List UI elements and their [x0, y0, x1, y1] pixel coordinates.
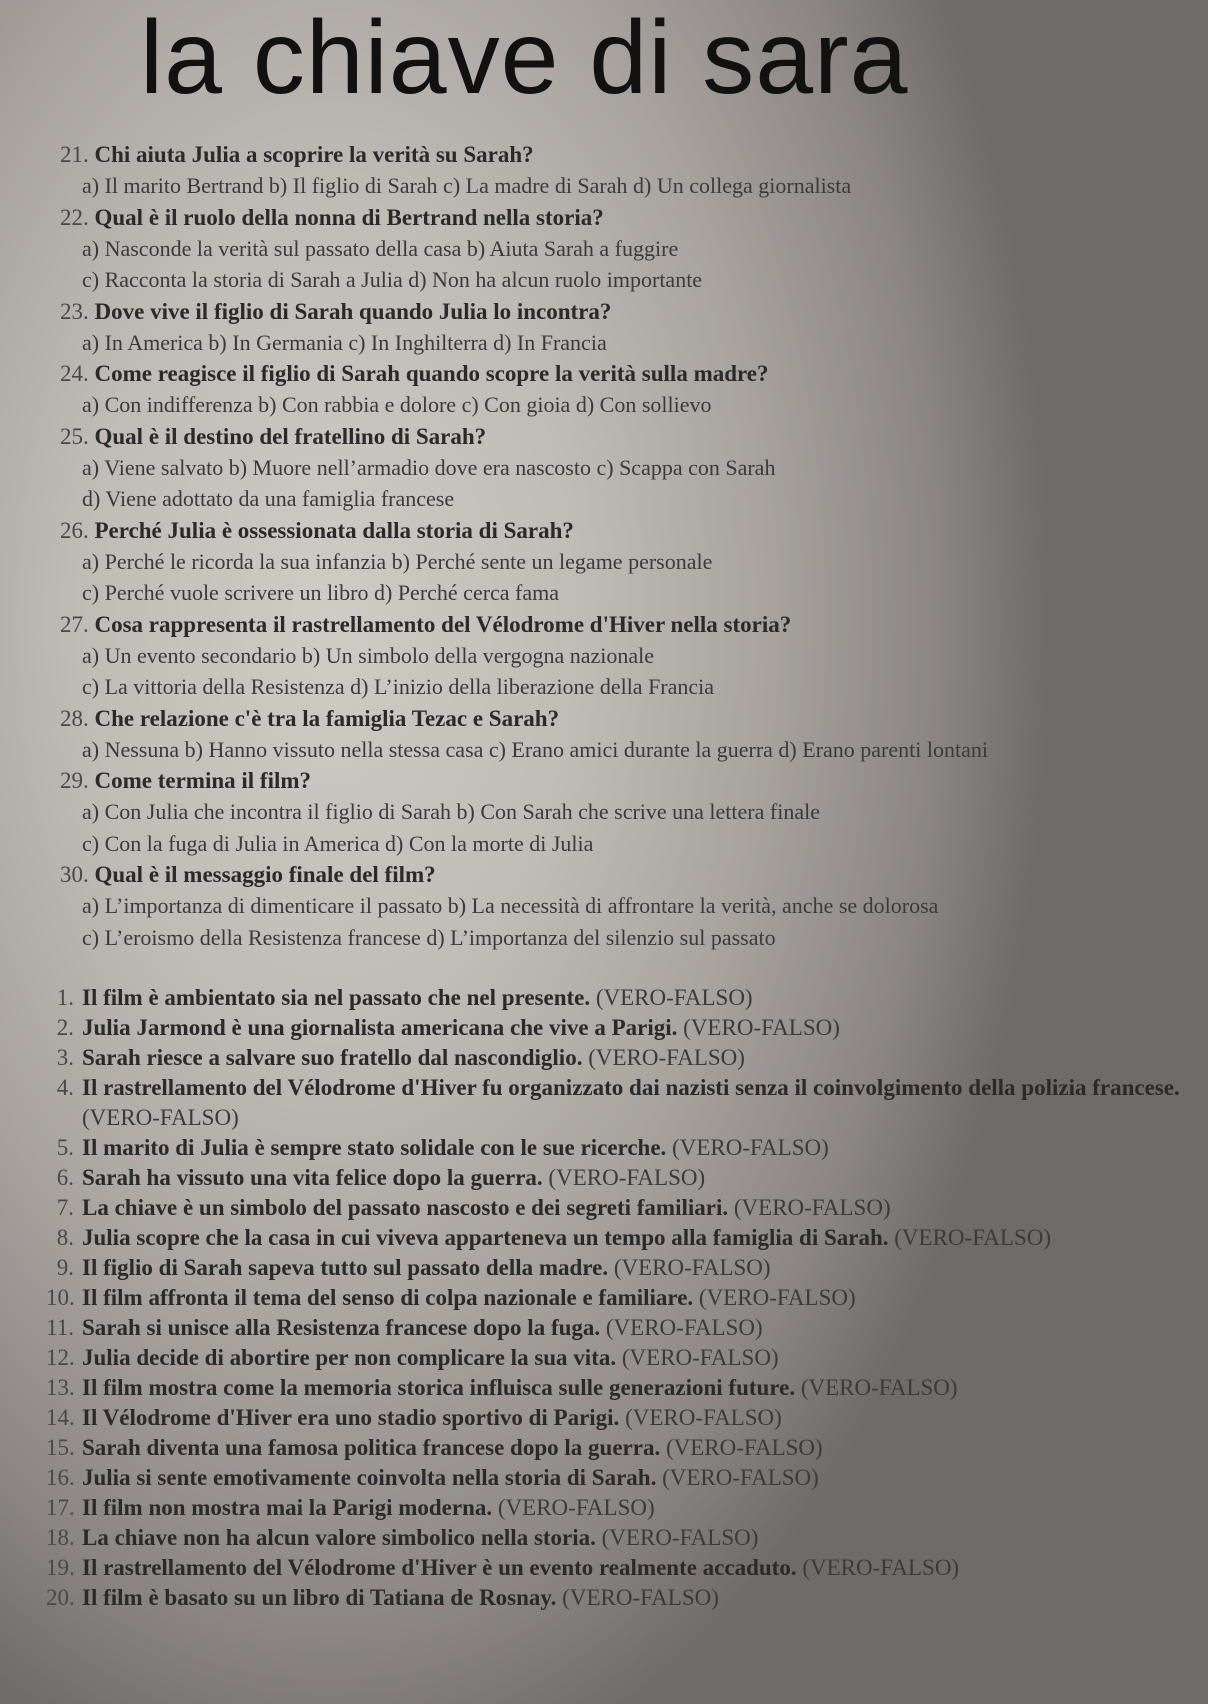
item-statement	[82, 1193, 1196, 1223]
item-number: 12.	[46, 1345, 75, 1370]
question-text: Qual è il destino del fratellino di Sarah?	[94, 423, 487, 449]
item-number: 4.	[56, 1075, 74, 1100]
vero-falso-label: (VERO-FALSO)	[562, 1585, 719, 1610]
item-number: 17.	[46, 1495, 75, 1520]
item-number: 18.	[46, 1525, 75, 1550]
true-false-item	[46, 1163, 1196, 1193]
item-statement	[82, 1253, 1196, 1283]
question	[60, 703, 1200, 734]
statement-text: Julia Jarmond è una giornalista americana che vive a Parigi.	[82, 1015, 678, 1040]
statement-text: Il film è ambientato sia nel passato che nel presente.	[82, 985, 591, 1010]
statement-text: Il marito di Julia è sempre stato solidale con le sue ricerche.	[82, 1135, 667, 1160]
item-statement	[82, 1463, 1196, 1493]
question	[60, 609, 1200, 640]
item-statement	[82, 1373, 1196, 1403]
item-number: 11.	[46, 1315, 74, 1340]
question-options: a) Un evento secondario b) Un simbolo della vergogna nazionale	[82, 642, 655, 668]
true-false-item	[46, 1553, 1196, 1583]
statement-text: Il film è basato su un libro di Tatiana de Rosnay.	[82, 1585, 557, 1610]
vero-falso-label: (VERO-FALSO)	[672, 1135, 829, 1160]
statement-text: Sarah si unisce alla Resistenza francese dopo la fuga.	[82, 1315, 601, 1340]
question-options: a) In America b) In Germania c) In Inghilterra d) In Francia	[82, 329, 607, 355]
vero-falso-label: (VERO-FALSO)	[625, 1405, 782, 1430]
question-options: a) Viene salvato b) Muore nell’armadio dove era nascosto c) Scappa con Sarah	[82, 454, 776, 480]
question	[60, 296, 1200, 327]
statement-text: Il film affronta il tema del senso di colpa nazionale e familiare.	[82, 1285, 694, 1310]
item-number: 8.	[56, 1225, 74, 1250]
vero-falso-label: (VERO-FALSO)	[588, 1045, 745, 1070]
true-false-item	[46, 1133, 1196, 1163]
question	[60, 358, 1200, 389]
item-number: 6.	[56, 1165, 74, 1190]
true-false-item	[46, 1373, 1196, 1403]
question-number: 29.	[60, 768, 89, 793]
item-statement	[82, 1283, 1196, 1313]
question	[60, 515, 1200, 546]
statement-text: Julia decide di abortire per non complicare la sua vita.	[82, 1345, 617, 1370]
question-number: 30.	[60, 862, 89, 887]
statement-text: Sarah ha vissuto una vita felice dopo la guerra.	[82, 1165, 543, 1190]
statement-text: Il rastrellamento del Vélodrome d'Hiver fu organizzato dai nazisti senza il coinvolgimento della polizia francese.	[82, 1075, 1180, 1100]
true-false-item	[46, 983, 1196, 1013]
statement-text: Julia scopre che la casa in cui viveva apparteneva un tempo alla famiglia di Sarah.	[82, 1225, 889, 1250]
true-false-item	[46, 1343, 1196, 1373]
vero-falso-label: (VERO-FALSO)	[800, 1375, 958, 1400]
item-number: 1.	[56, 985, 74, 1010]
question-options: c) L’eroismo della Resistenza francese d) L’importanza del silenzio sul passato	[82, 924, 776, 950]
vero-falso-label: (VERO-FALSO)	[82, 1105, 239, 1130]
item-statement	[82, 1343, 1196, 1373]
question-text: Come reagisce il figlio di Sarah quando scopre la verità sulla madre?	[94, 361, 769, 386]
question-options: a) L’importanza di dimenticare il passato b) La necessità di affrontare la verità, anche se dolorosa	[82, 893, 939, 918]
question	[60, 421, 1200, 452]
question-number: 26.	[60, 517, 89, 543]
statement-text: Il Vélodrome d'Hiver era uno stadio sportivo di Parigi.	[82, 1405, 620, 1430]
question-text: Come termina il film?	[94, 768, 312, 793]
true-false-item	[46, 1253, 1196, 1283]
question-options: a) Con indifferenza b) Con rabbia e dolore c) Con gioia d) Con sollievo	[82, 392, 712, 417]
true-false-item	[46, 1463, 1196, 1493]
vero-falso-label: (VERO-FALSO)	[665, 1435, 823, 1460]
vero-falso-label: (VERO-FALSO)	[621, 1345, 779, 1370]
question	[60, 765, 1200, 796]
question-options: c) Con la fuga di Julia in America d) Con la morte di Julia	[82, 830, 594, 856]
item-statement	[82, 1583, 1196, 1613]
question-number: 22.	[60, 204, 89, 230]
question	[60, 139, 1200, 170]
vero-falso-label: (VERO-FALSO)	[601, 1525, 759, 1550]
vero-falso-label: (VERO-FALSO)	[548, 1165, 706, 1190]
item-statement	[82, 1163, 1196, 1193]
question	[60, 859, 1200, 890]
question-options: c) La vittoria della Resistenza d) L’inizio della liberazione della Francia	[82, 674, 715, 699]
true-false-item	[46, 1433, 1196, 1463]
question-text: Chi aiuta Julia a scoprire la verità su Sarah?	[94, 142, 534, 167]
true-false-item	[46, 1283, 1196, 1313]
vero-falso-label: (VERO-FALSO)	[662, 1465, 819, 1490]
statement-text: Il film non mostra mai la Parigi moderna.	[82, 1495, 493, 1520]
question-options: c) Racconta la storia di Sarah a Julia d) Non ha alcun ruolo importante	[82, 267, 703, 292]
question-options: a) Con Julia che incontra il figlio di Sarah b) Con Sarah che scrive una lettera finale	[82, 799, 820, 824]
question	[60, 202, 1200, 233]
statement-text: Sarah diventa una famosa politica francese dopo la guerra.	[82, 1435, 661, 1460]
statement-text: La chiave è un simbolo del passato nascosto e dei segreti familiari.	[82, 1195, 729, 1220]
statement-text: Il figlio di Sarah sapeva tutto sul passato della madre.	[82, 1255, 609, 1280]
item-statement	[82, 1313, 1196, 1343]
true-false-section	[46, 983, 1196, 1613]
item-number: 9.	[56, 1255, 74, 1280]
question-number: 21.	[60, 142, 89, 167]
question-options: a) Nessuna b) Hanno vissuto nella stessa casa c) Erano amici durante la guerra d) Erano parenti lontani	[82, 736, 988, 762]
item-number: 16.	[46, 1465, 75, 1490]
true-false-item	[46, 1013, 1196, 1043]
item-number: 2.	[56, 1015, 74, 1040]
question-text: Perché Julia è ossessionata dalla storia di Sarah?	[94, 517, 574, 543]
item-number: 14.	[46, 1405, 75, 1430]
question-text: Cosa rappresenta il rastrellamento del Vélodrome d'Hiver nella storia?	[94, 611, 792, 637]
true-false-item	[46, 1523, 1196, 1553]
item-number: 19.	[46, 1555, 75, 1580]
true-false-item	[46, 1403, 1196, 1433]
question-options: a) Perché le ricorda la sua infanzia b) Perché sente un legame personale	[82, 548, 713, 574]
vero-falso-label: (VERO-FALSO)	[802, 1555, 960, 1580]
vero-falso-label: (VERO-FALSO)	[497, 1495, 655, 1520]
question-number: 23.	[60, 298, 89, 324]
item-statement	[82, 1223, 1196, 1253]
multiple-choice-section	[60, 139, 1200, 953]
item-number: 5.	[56, 1135, 74, 1160]
item-statement	[82, 1523, 1196, 1553]
vero-falso-label: (VERO-FALSO)	[605, 1315, 763, 1340]
question-text: Qual è il messaggio finale del film?	[94, 862, 436, 887]
item-number: 20.	[46, 1585, 75, 1610]
question-options: c) Perché vuole scrivere un libro d) Perché cerca fama	[82, 580, 560, 605]
question-options: a) Nasconde la verità sul passato della casa b) Aiuta Sarah a fuggire	[82, 235, 679, 261]
item-statement	[82, 1493, 1196, 1523]
question-options: a) Il marito Bertrand b) Il figlio di Sarah c) La madre di Sarah d) Un collega giornalista	[82, 173, 852, 198]
statement-text: Il film mostra come la memoria storica influisca sulle generazioni future.	[82, 1375, 796, 1400]
vero-falso-label: (VERO-FALSO)	[595, 985, 753, 1010]
item-statement	[82, 1433, 1196, 1463]
item-number: 13.	[46, 1375, 75, 1400]
item-number: 10.	[46, 1285, 75, 1310]
true-false-item	[46, 1313, 1196, 1343]
question-text: Che relazione c'è tra la famiglia Tezac e Sarah?	[94, 705, 560, 731]
item-statement	[82, 1403, 1196, 1433]
question-text: Qual è il ruolo della nonna di Bertrand nella storia?	[94, 204, 604, 230]
statement-text: La chiave non ha alcun valore simbolico nella storia.	[82, 1525, 596, 1550]
vero-falso-label: (VERO-FALSO)	[683, 1015, 840, 1040]
item-statement	[82, 1553, 1196, 1583]
item-statement	[82, 1073, 1196, 1133]
question-number: 27.	[60, 611, 89, 637]
vero-falso-label: (VERO-FALSO)	[733, 1195, 891, 1220]
true-false-item	[46, 1493, 1196, 1523]
statement-text: Julia si sente emotivamente coinvolta nella storia di Sarah.	[82, 1465, 657, 1490]
vero-falso-label: (VERO-FALSO)	[894, 1225, 1051, 1250]
true-false-item	[46, 1223, 1196, 1253]
item-statement	[82, 983, 1196, 1013]
vero-falso-label: (VERO-FALSO)	[698, 1285, 856, 1310]
item-number: 3.	[56, 1045, 74, 1070]
item-number: 7.	[56, 1195, 74, 1220]
item-number: 15.	[46, 1435, 75, 1460]
true-false-item	[46, 1073, 1196, 1133]
page-title: la chiave di sara	[140, 0, 909, 116]
true-false-item	[46, 1583, 1196, 1613]
statement-text: Il rastrellamento del Vélodrome d'Hiver è un evento realmente accaduto.	[82, 1555, 797, 1580]
question-number: 28.	[60, 705, 89, 731]
item-statement	[82, 1013, 1196, 1043]
true-false-item	[46, 1193, 1196, 1223]
vero-falso-label: (VERO-FALSO)	[613, 1255, 771, 1280]
item-statement	[82, 1043, 1196, 1073]
question-number: 25.	[60, 423, 89, 449]
item-statement	[82, 1133, 1196, 1163]
question-options: d) Viene adottato da una famiglia francese	[82, 486, 455, 511]
question-number: 24.	[60, 361, 89, 386]
question-text: Dove vive il figlio di Sarah quando Julia lo incontra?	[94, 298, 612, 324]
statement-text: Sarah riesce a salvare suo fratello dal nascondiglio.	[82, 1045, 583, 1070]
true-false-item	[46, 1043, 1196, 1073]
